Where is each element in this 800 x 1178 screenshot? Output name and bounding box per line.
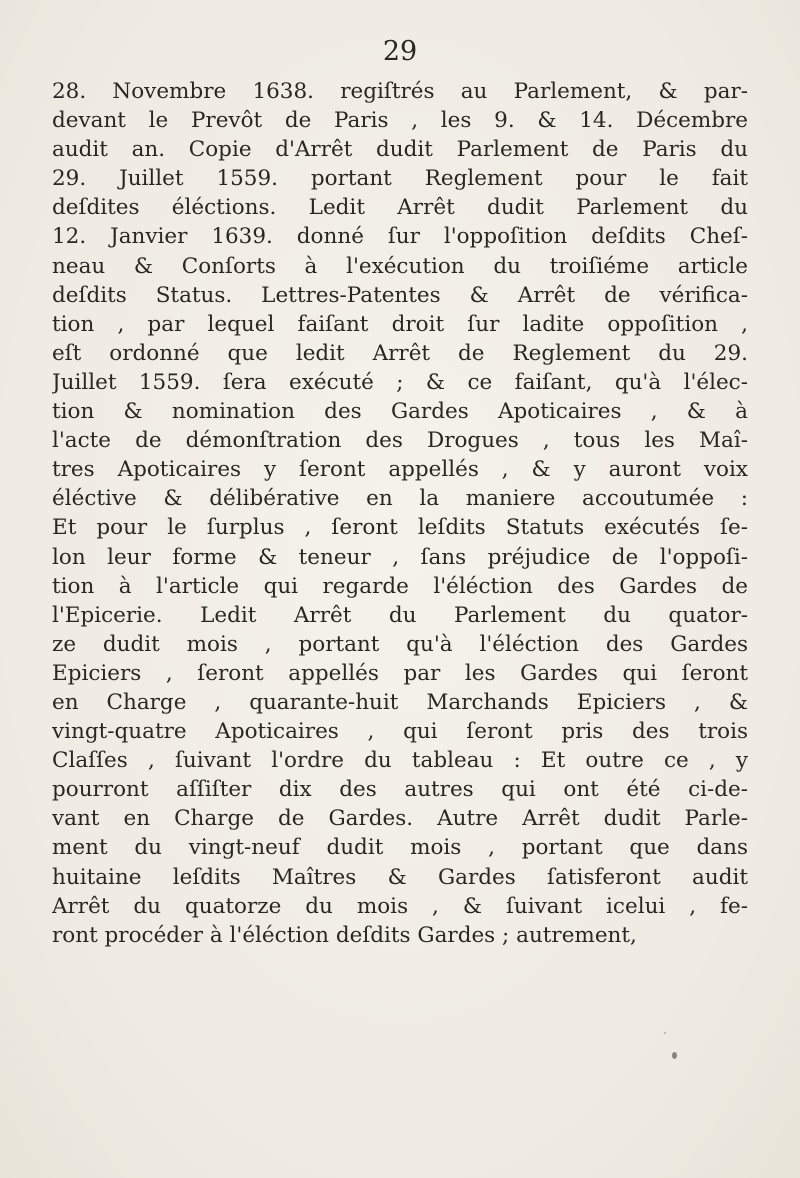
text-line: deſdites éléctions. Ledit Arrêt dudit Parlement du xyxy=(52,195,748,221)
text-line: 12. Janvier 1639. donné ſur l'oppoſition deſdits Cheſ- xyxy=(52,224,748,250)
text-line: pourront aſſiſter dix des autres qui ont été ci-de- xyxy=(52,777,748,803)
text-line: Claſſes , ſuivant l'ordre du tableau : Et outre ce , y xyxy=(52,748,748,774)
paper-speck xyxy=(672,1052,677,1059)
text-line: ment du vingt-neuf dudit mois , portant que dans xyxy=(52,835,748,861)
text-line: l'acte de démonſtration des Drogues , tous les Maî- xyxy=(52,428,748,454)
text-line: tion à l'article qui regarde l'éléction des Gardes de xyxy=(52,573,748,599)
text-line: tres Apoticaires y ſeront appellés , & y auront voix xyxy=(52,457,748,483)
text-line: deſdits Status. Lettres-Patentes & Arrêt de vérifica- xyxy=(52,282,748,308)
text-line: devant le Prevôt de Paris , les 9. & 14. Décembre xyxy=(52,108,748,134)
text-line: vingt-quatre Apoticaires , qui ſeront pris des trois xyxy=(52,719,748,745)
body-text xyxy=(52,77,748,950)
text-line: Juillet 1559. ſera exécuté ; & ce faiſant, qu'à l'élec- xyxy=(52,369,748,395)
text-line: 28. Novembre 1638. regiſtrés au Parlement, & par- xyxy=(52,79,748,104)
text-line: en Charge , quarante-huit Marchands Epiciers , & xyxy=(52,689,748,715)
text-line: ze dudit mois , portant qu'à l'éléction des Gardes xyxy=(52,631,748,657)
text-line: 29. Juillet 1559. portant Reglement pour le fait xyxy=(52,166,748,192)
paper-speck xyxy=(664,1032,666,1034)
text-line: l'Epicerie. Ledit Arrêt du Parlement du quator- xyxy=(52,602,748,628)
text-line: eſt ordonné que ledit Arrêt de Reglement du 29. xyxy=(52,340,748,366)
page-number: 29 xyxy=(382,36,418,67)
text-line: tion & nomination des Gardes Apoticaires , & à xyxy=(52,399,748,425)
text-line: éléctive & délibérative en la maniere accoutumée : xyxy=(52,486,748,512)
text-line: Epiciers , ſeront appellés par les Gardes qui ſeront xyxy=(52,660,748,686)
text-line: neau & Conſorts à l'exécution du troiſiéme article xyxy=(52,253,748,279)
text-line: lon leur forme & teneur , ſans préjudice de l'oppoſi- xyxy=(52,544,748,570)
text-line: huitaine leſdits Maîtres & Gardes ſatisferont audit xyxy=(52,864,748,890)
text-line: vant en Charge de Gardes. Autre Arrêt dudit Parle- xyxy=(52,806,748,832)
text-line: Arrêt du quatorze du mois , & ſuivant icelui , fe- xyxy=(52,893,748,919)
text-line: ront procéder à l'éléction deſdits Gardes ; autrement, xyxy=(52,922,637,948)
text-line: tion , par lequel faiſant droit ſur ladite oppoſition , xyxy=(52,311,748,337)
text-line: audit an. Copie d'Arrêt dudit Parlement de Paris du xyxy=(52,137,748,163)
text-line: Et pour le ſurplus , ſeront leſdits Statuts exécutés ſe- xyxy=(52,515,748,541)
